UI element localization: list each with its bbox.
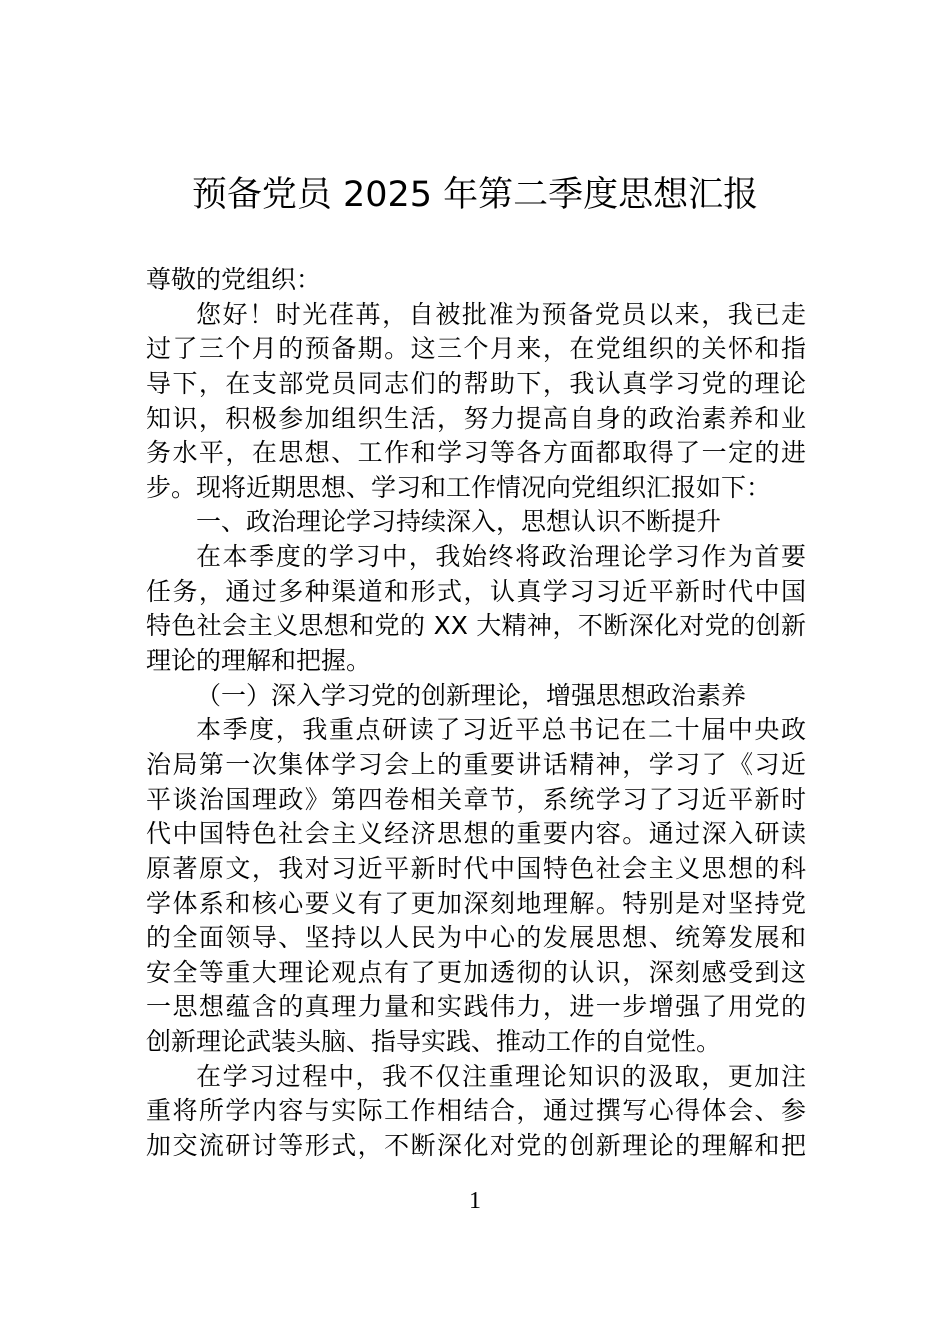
text-line: 治局第一次集体学习会上的重要讲话精神，学习了《习近 [146,749,806,779]
text-line: （一）深入学习党的创新理论，增强思想政治素养 [196,680,747,710]
page-number: 1 [469,1188,481,1214]
text-line: 重将所学内容与实际工作相结合，通过撰写心得体会、参 [146,1096,806,1126]
text-line: 导下，在支部党员同志们的帮助下，我认真学习党的理论 [146,368,806,398]
paragraph [146,505,806,540]
text-line: 安全等重大理论观点有了更加透彻的认识，深刻感受到这 [146,957,806,987]
paragraph [146,679,806,714]
paragraph [146,263,806,298]
text-line: 知识，积极参加组织生活，努力提高自身的政治素养和业 [146,403,806,433]
text-line: 原著原文，我对习近平新时代中国特色社会主义思想的科 [146,853,806,883]
text-line: 加交流研讨等形式，不断深化对党的创新理论的理解和把 [146,1131,806,1161]
text-line: 在本季度的学习中，我始终将政治理论学习作为首要 [196,542,806,572]
text-line: 学体系和核心要义有了更加深刻地理解。特别是对坚持党 [146,888,806,918]
text-line: 一、政治理论学习持续深入，思想认识不断提升 [196,507,722,537]
text-line: 步。现将近期思想、学习和工作情况向党组织汇报如下： [146,472,772,502]
text-line: 理论的理解和把握。 [146,646,372,676]
text-line: 过了三个月的预备期。这三个月来，在党组织的关怀和指 [146,334,806,364]
text-line: 代中国特色社会主义经济思想的重要内容。通过深入研读 [146,819,806,849]
paragraph [146,540,806,679]
paragraph [146,298,806,506]
paragraph [146,1060,806,1164]
text-line: 平谈治国理政》第四卷相关章节，系统学习了习近平新时 [146,784,806,814]
document-title: 预备党员 2025 年第二季度思想汇报 [191,175,759,215]
text-line: 您好！时光荏苒，自被批准为预备党员以来，我已走 [196,299,806,329]
text-line: 的全面领导、坚持以人民为中心的发展思想、统筹发展和 [146,923,806,953]
paragraph [146,713,806,1059]
text-line: 任务，通过多种渠道和形式，认真学习习近平新时代中国 [146,576,806,606]
text-line: 创新理论武装头脑、指导实践、推动工作的自觉性。 [146,1027,722,1057]
text-line: 一思想蕴含的真理力量和实践伟力，进一步增强了用党的 [146,992,806,1022]
text-line: 本季度，我重点研读了习近平总书记在二十届中央政 [196,715,806,745]
document-body [146,263,806,1164]
text-line: 务水平，在思想、工作和学习等各方面都取得了一定的进 [146,438,806,468]
text-line: 特色社会主义思想和党的 XX 大精神，不断深化对党的创新 [146,611,806,641]
text-line: 尊敬的党组织： [146,265,322,294]
text-line: 在学习过程中，我不仅注重理论知识的汲取，更加注 [196,1061,806,1091]
